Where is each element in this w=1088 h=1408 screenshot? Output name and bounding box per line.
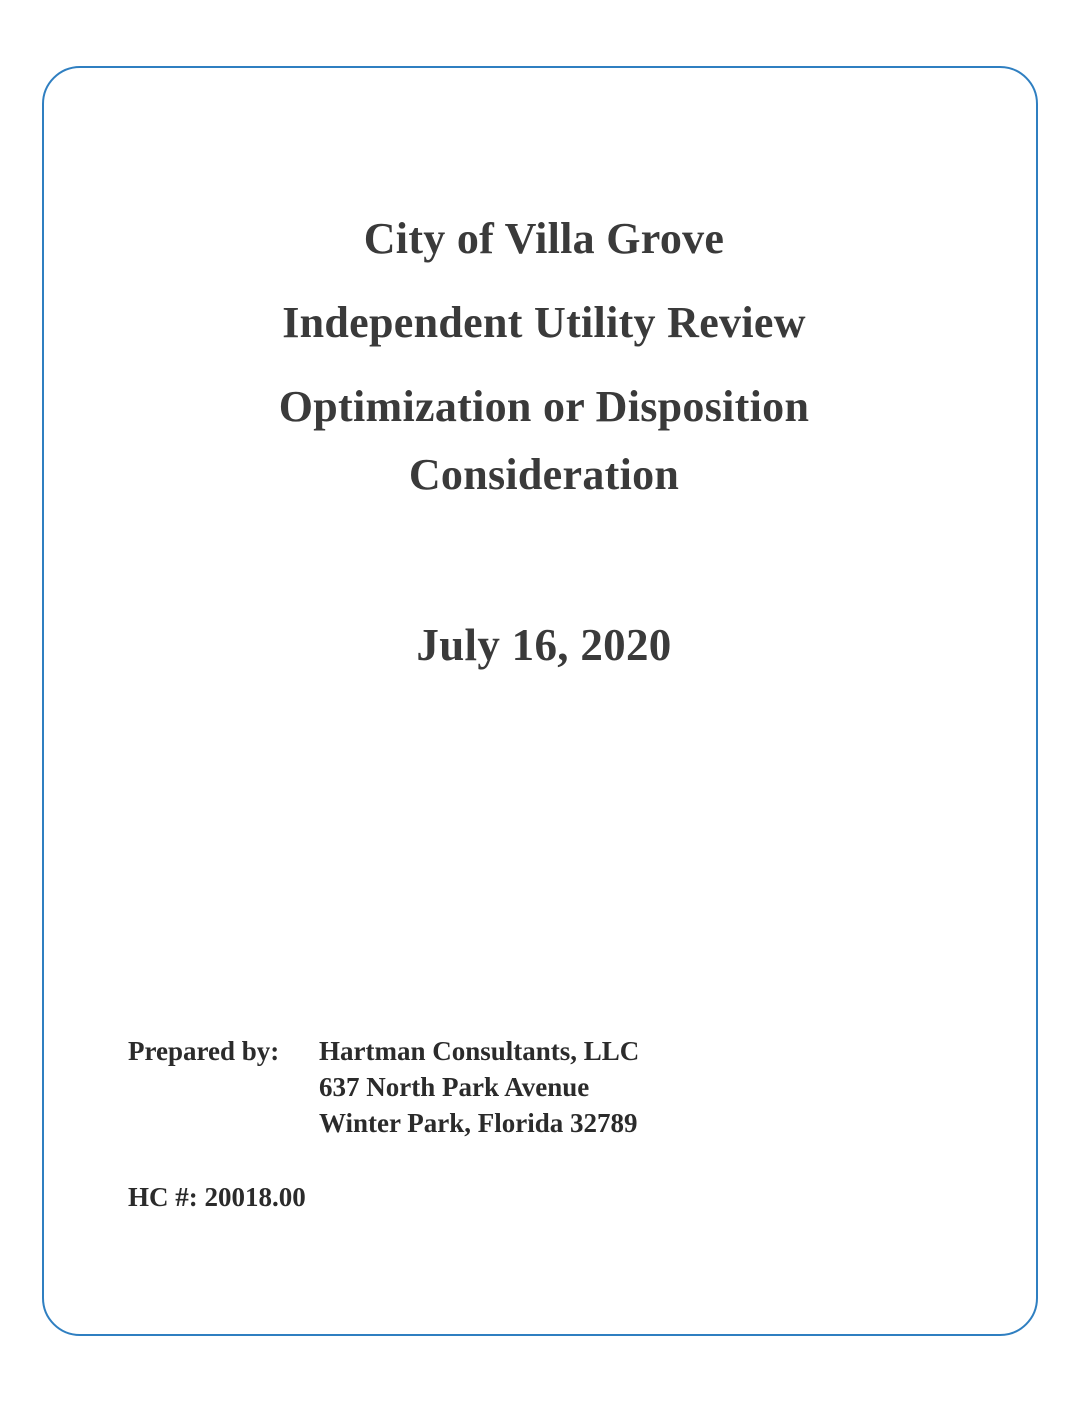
- title-line-4: Consideration: [408, 450, 680, 499]
- prepared-by-company: Hartman Consultants, LLC: [319, 1036, 640, 1066]
- title-line-2: Independent Utility Review: [282, 298, 806, 347]
- title-line-1: City of Villa Grove: [363, 214, 725, 263]
- prepared-by-label: Prepared by:: [128, 1036, 280, 1066]
- hc-number: HC #: 20018.00: [128, 1182, 306, 1212]
- title-line-3: Optimization or Disposition: [278, 382, 810, 431]
- prepared-by-address-2: Winter Park, Florida 32789: [319, 1108, 638, 1138]
- report-date: July 16, 2020: [416, 620, 672, 670]
- prepared-by-address-1: 637 North Park Avenue: [319, 1072, 590, 1102]
